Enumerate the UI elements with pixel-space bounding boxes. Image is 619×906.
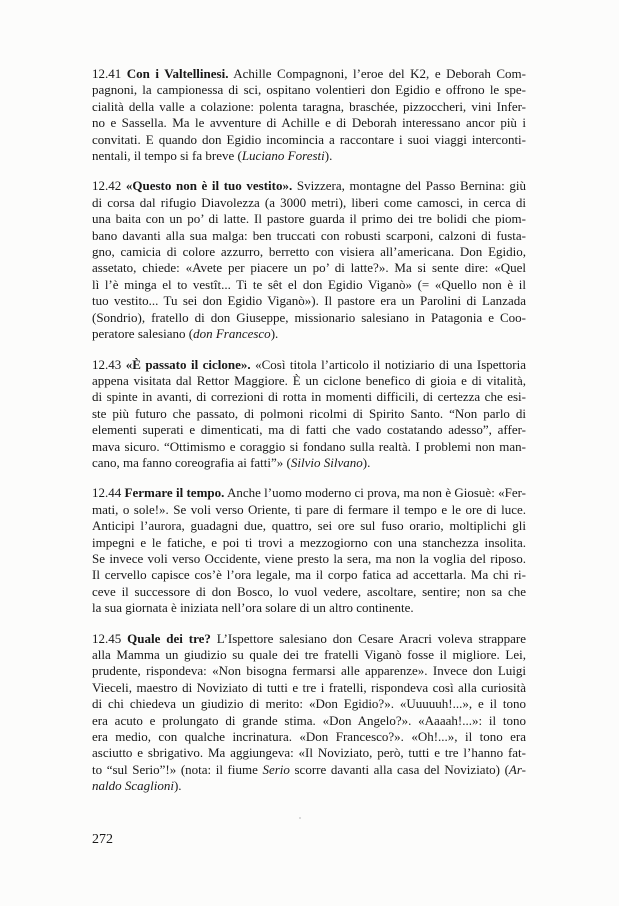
text-line: era acuto e prolungato di grande stima. «Don Angelo?». «Aaaah!...»: il tono xyxy=(92,712,526,728)
body-text: to “sul Serio”!» (nota: il fiume xyxy=(92,761,263,777)
entry-number: 12.44 xyxy=(92,485,125,501)
text-line: Anticipi l’aurora, guadagni due, quattro, sei ore sul fuso orario, moltiplichi gli xyxy=(92,518,526,534)
text-line xyxy=(92,778,526,794)
entry-paragraph xyxy=(92,485,526,616)
body-text: scorre davanti alla casa del Noviziato) ( xyxy=(289,761,509,777)
text-line: mati, o sole!». Se voli verso Oriente, ti pare di fermare il tempo e le ore di luce. xyxy=(92,501,526,517)
text-line: appena visitata dal Rettor Maggiore. È un ciclone benefico di gioia e di vitalità, xyxy=(92,372,526,388)
entry-title: «Questo non è il tuo vestito». xyxy=(125,178,293,194)
entry-title: Con i Valtellinesi. xyxy=(126,66,229,81)
entry-number: 12.45 xyxy=(92,630,128,646)
text-line: mava sicuro. “Ottimismo e coraggio si fondano sulla realtà. I problemi non man- xyxy=(92,438,526,454)
italic-text: Serio xyxy=(262,761,290,777)
entry-number: 12.43 xyxy=(92,356,126,372)
text-line xyxy=(92,66,526,82)
italic-text: naldo Scaglioni xyxy=(92,778,174,794)
entry-paragraph xyxy=(92,178,526,342)
body-text: L’Ispettore salesiano don Cesare Aracri voleva strappare xyxy=(210,630,526,646)
body-text: «Così titola l’articolo il notiziario di una Ispettoria xyxy=(250,356,526,372)
body-text: ). xyxy=(270,326,279,342)
text-line: cialità della valle a colazione: polenta taragna, braschée, pizzoccheri, vini Infer- xyxy=(92,98,526,114)
text-line: di spinte in avanti, di correzioni di rotta in momenti difficili, di certezza che esi- xyxy=(92,389,526,405)
body-text: ). xyxy=(324,148,333,164)
text-line: pagnoni, la campionessa di sci, ospitano volentieri don Egidio e offrono le spe- xyxy=(92,82,526,98)
text-line: prudente, rispondeva: «Non bisogna fermarsi alle apparenze». Invece don Luigi xyxy=(92,663,526,679)
text-line: Se invece voli verso Occidente, viene presto la sera, ma non la voglia del riposo. xyxy=(92,550,526,566)
italic-text: Luciano Foresti xyxy=(241,148,325,164)
text-line: era medio, con qualche incrinatura. «Don Francesco?». «Oh!...», il tono era xyxy=(92,729,526,745)
body-text: Svizzera, montagne del Passo Bernina: giù xyxy=(292,178,527,194)
text-line xyxy=(92,326,526,342)
body-text: nentali, il tempo si fa breve ( xyxy=(92,148,242,164)
text-line xyxy=(92,762,526,778)
text-line: Vieceli, maestro di Noviziato di tutti e tre i fratelli, rispondeva così alla curiosità xyxy=(92,679,526,695)
text-line: ceve il successore di don Bosco, lo vuol vedere, ascoltare, sentire; non sa che xyxy=(92,583,526,599)
text-line: gno, camicia di colore azzurro, berretto con visiera all’americana. Don Egidio, xyxy=(92,244,526,260)
text-line: bano davanti alla sua malga: ben truccati con robusti scarponi, calzoni di fusta- xyxy=(92,227,526,243)
text-line: lì l’è minga el to vestît... Ti te sêt el don Egidio Viganò» (= «Quello non è il xyxy=(92,276,526,292)
text-line: (Sondrio), fratello di don Giuseppe, missionario salesiano in Patagonia e Coo- xyxy=(92,309,526,325)
text-line: una baita con un po’ di latte. Il pastore guarda il primo dei tre bolidi che piom- xyxy=(92,211,526,227)
text-line: Il cervello capisce cos’è l’ora legale, ma il corpo fatica ad accettarla. Ma chi ri- xyxy=(92,567,526,583)
text-line: la sua giornata è iniziata nell’ora solare di un altro continente. xyxy=(92,600,414,616)
body-text: ). xyxy=(362,454,371,470)
body-text: peratore salesiano ( xyxy=(92,326,194,342)
body-text: Anche l’uomo moderno ci prova, ma non è Giosuè: «Fer- xyxy=(224,485,527,501)
text-line: di corsa dal rifugio Diavolezza (a 3000 metri), liberi come camosci, in cerca di xyxy=(92,194,526,210)
text-line xyxy=(92,455,526,471)
page-number: 272 xyxy=(92,832,113,847)
entry-number: 12.41 xyxy=(92,66,127,81)
text-line: no e Sassella. Ma le avventure di Achille e di Deborah interessano ancor più i xyxy=(92,115,526,131)
body-text: ). xyxy=(173,778,182,794)
entry-title: Quale dei tre? xyxy=(127,630,211,646)
text-line xyxy=(92,485,526,501)
text-line: di chi chiedeva un giudizio di merito: «Don Egidio?». «Uuuuuh!...», e il tono xyxy=(92,696,526,712)
text-column xyxy=(92,66,526,809)
text-line xyxy=(92,357,526,373)
text-line xyxy=(92,178,526,194)
text-line: elementi superati e dimenticati, ma di fatti che vado costatando adesso”, affer- xyxy=(92,422,526,438)
entry-number: 12.42 xyxy=(92,178,126,194)
entry-title: «È passato il ciclone». xyxy=(125,356,251,372)
text-line: assetato, chiede: «Avete per piacere un po’ di latte?». Ma si sente dire: «Quel xyxy=(92,260,526,276)
text-line xyxy=(92,148,526,164)
text-line: impegni e le fatiche, e poi ti trovi a mezzogiorno con una stanchezza insolita. xyxy=(92,534,526,550)
entry-paragraph xyxy=(92,66,526,164)
italic-text: don Francesco xyxy=(193,326,271,342)
text-line xyxy=(92,631,526,647)
body-text: Achille Compagnoni, l’eroe del K2, e Deborah Com- xyxy=(228,66,526,81)
text-line: alla Mamma un giudizio su quale dei tre fratelli Viganò fosse il migliore. Lei, xyxy=(92,647,526,662)
text-line: convitati. E quando don Egidio incomincia a raccontare i suoi viaggi interconti- xyxy=(92,131,526,147)
text-line: asciutto e sbrigativo. Ma aggiungeva: «Il Noviziato, però, tutti e tre l’hanno fat- xyxy=(92,745,526,761)
entry-title: Fermare il tempo. xyxy=(124,485,225,501)
body-text: cano, ma fanno coreografia ai fatti”» ( xyxy=(92,454,291,470)
entry-paragraph xyxy=(92,357,526,472)
text-line: ste più futuro che passato, di polmoni ricolmi di Spirito Santo. “Non parlo di xyxy=(92,405,526,421)
italic-text: Ar- xyxy=(508,761,526,777)
text-line: tuo vestito... Tu sei don Egidio Viganò»). Il pastore era un Parolini di Lanzada xyxy=(92,293,526,309)
entry-paragraph xyxy=(92,631,526,795)
scan-speck xyxy=(299,817,301,819)
italic-text: Silvio Silvano xyxy=(290,454,363,470)
